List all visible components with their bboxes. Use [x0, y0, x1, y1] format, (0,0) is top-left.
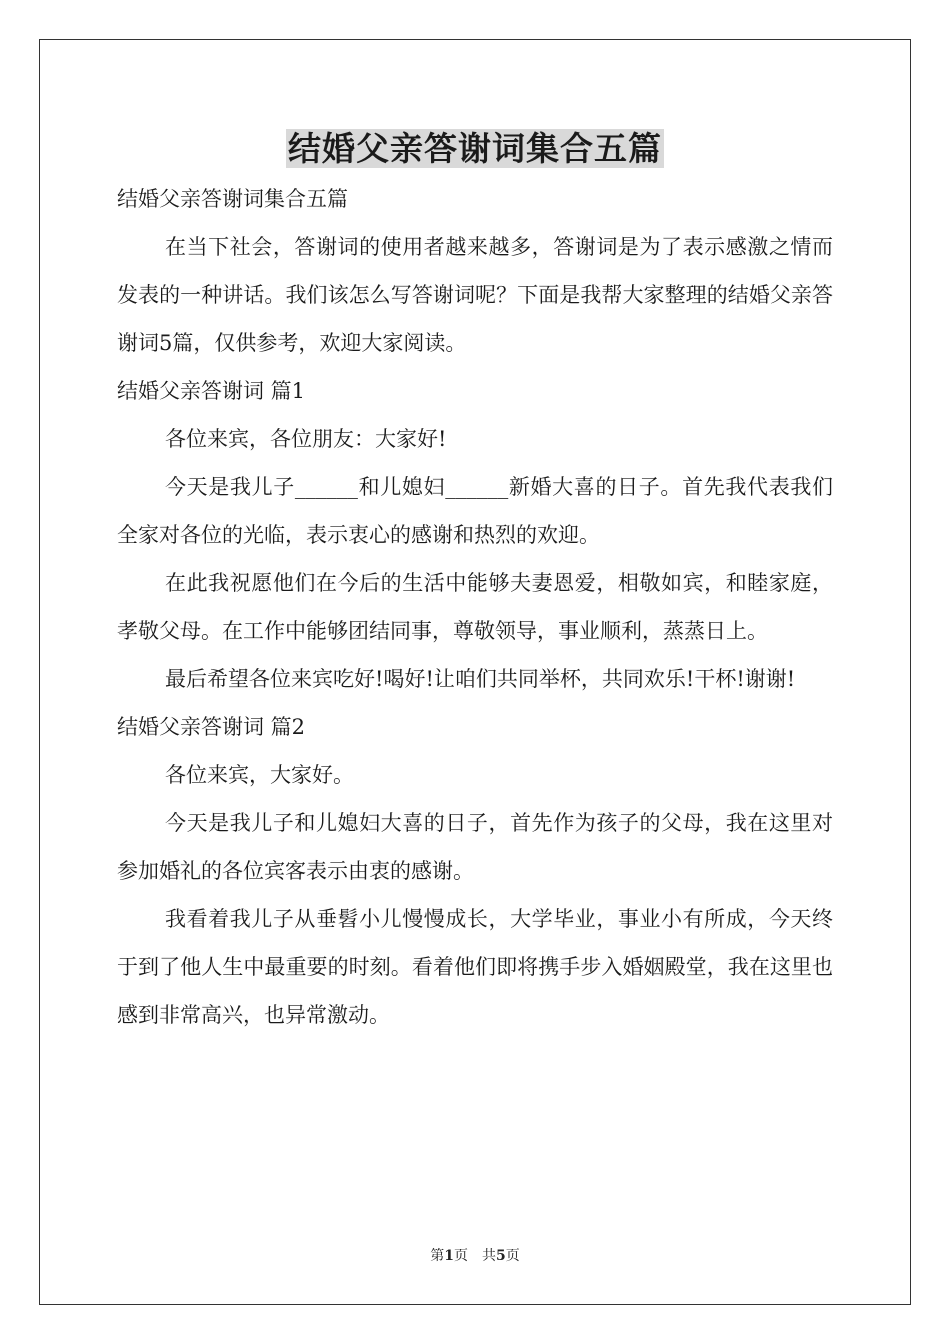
document-title-text: 结婚父亲答谢词集合五篇: [288, 129, 662, 168]
total-prefix: 共: [482, 1248, 496, 1264]
document-title: [0, 124, 950, 174]
paragraph: 在此我祝愿他们在今后的生活中能够夫妻恩爱，相敬如宾，和睦家庭，孝敬父母。在工作中能够团结同事，尊敬领导，事业顺利，蒸蒸日上。: [117, 571, 833, 643]
total-page-number: 5: [496, 1248, 506, 1264]
document-body: [117, 175, 833, 1039]
section-heading-2: 结婚父亲答谢词 篇2: [117, 715, 306, 739]
paragraph: 我看着我儿子从垂髫小儿慢慢成长，大学毕业，事业小有所成，今天终于到了他人生中最重要的时刻。看着他们即将携手步入婚姻殿堂，我在这里也感到非常高兴，也异常激动。: [117, 907, 833, 1027]
page-prefix: 第: [430, 1248, 445, 1264]
paragraph: 各位来宾，大家好。: [165, 763, 354, 787]
paragraph: 最后希望各位来宾吃好!喝好!让咱们共同举杯，共同欢乐!干杯!谢谢!: [165, 667, 796, 691]
paragraph: 今天是我儿子______和儿媳妇______新婚大喜的日子。首先我代表我们全家对各位的光临，表示衷心的感谢和热烈的欢迎。: [117, 475, 833, 547]
paragraph: 今天是我儿子和儿媳妇大喜的日子，首先作为孩子的父母，我在这里对参加婚礼的各位宾客表示由衷的感谢。: [117, 811, 833, 883]
intro-paragraph: 在当下社会，答谢词的使用者越来越多，答谢词是为了表示感激之情而发表的一种讲话。我们该怎么写答谢词呢？下面是我帮大家整理的结婚父亲答谢词5篇，仅供参考，欢迎大家阅读。: [117, 235, 833, 355]
page-footer: [0, 1246, 950, 1266]
paragraph: 各位来宾，各位朋友：大家好!: [165, 427, 447, 451]
section-heading-1: 结婚父亲答谢词 篇1: [117, 379, 306, 403]
page-suffix: 页: [454, 1248, 468, 1264]
document-subtitle: 结婚父亲答谢词集合五篇: [117, 187, 348, 211]
total-suffix: 页: [505, 1248, 520, 1264]
current-page-number: 1: [444, 1248, 454, 1264]
